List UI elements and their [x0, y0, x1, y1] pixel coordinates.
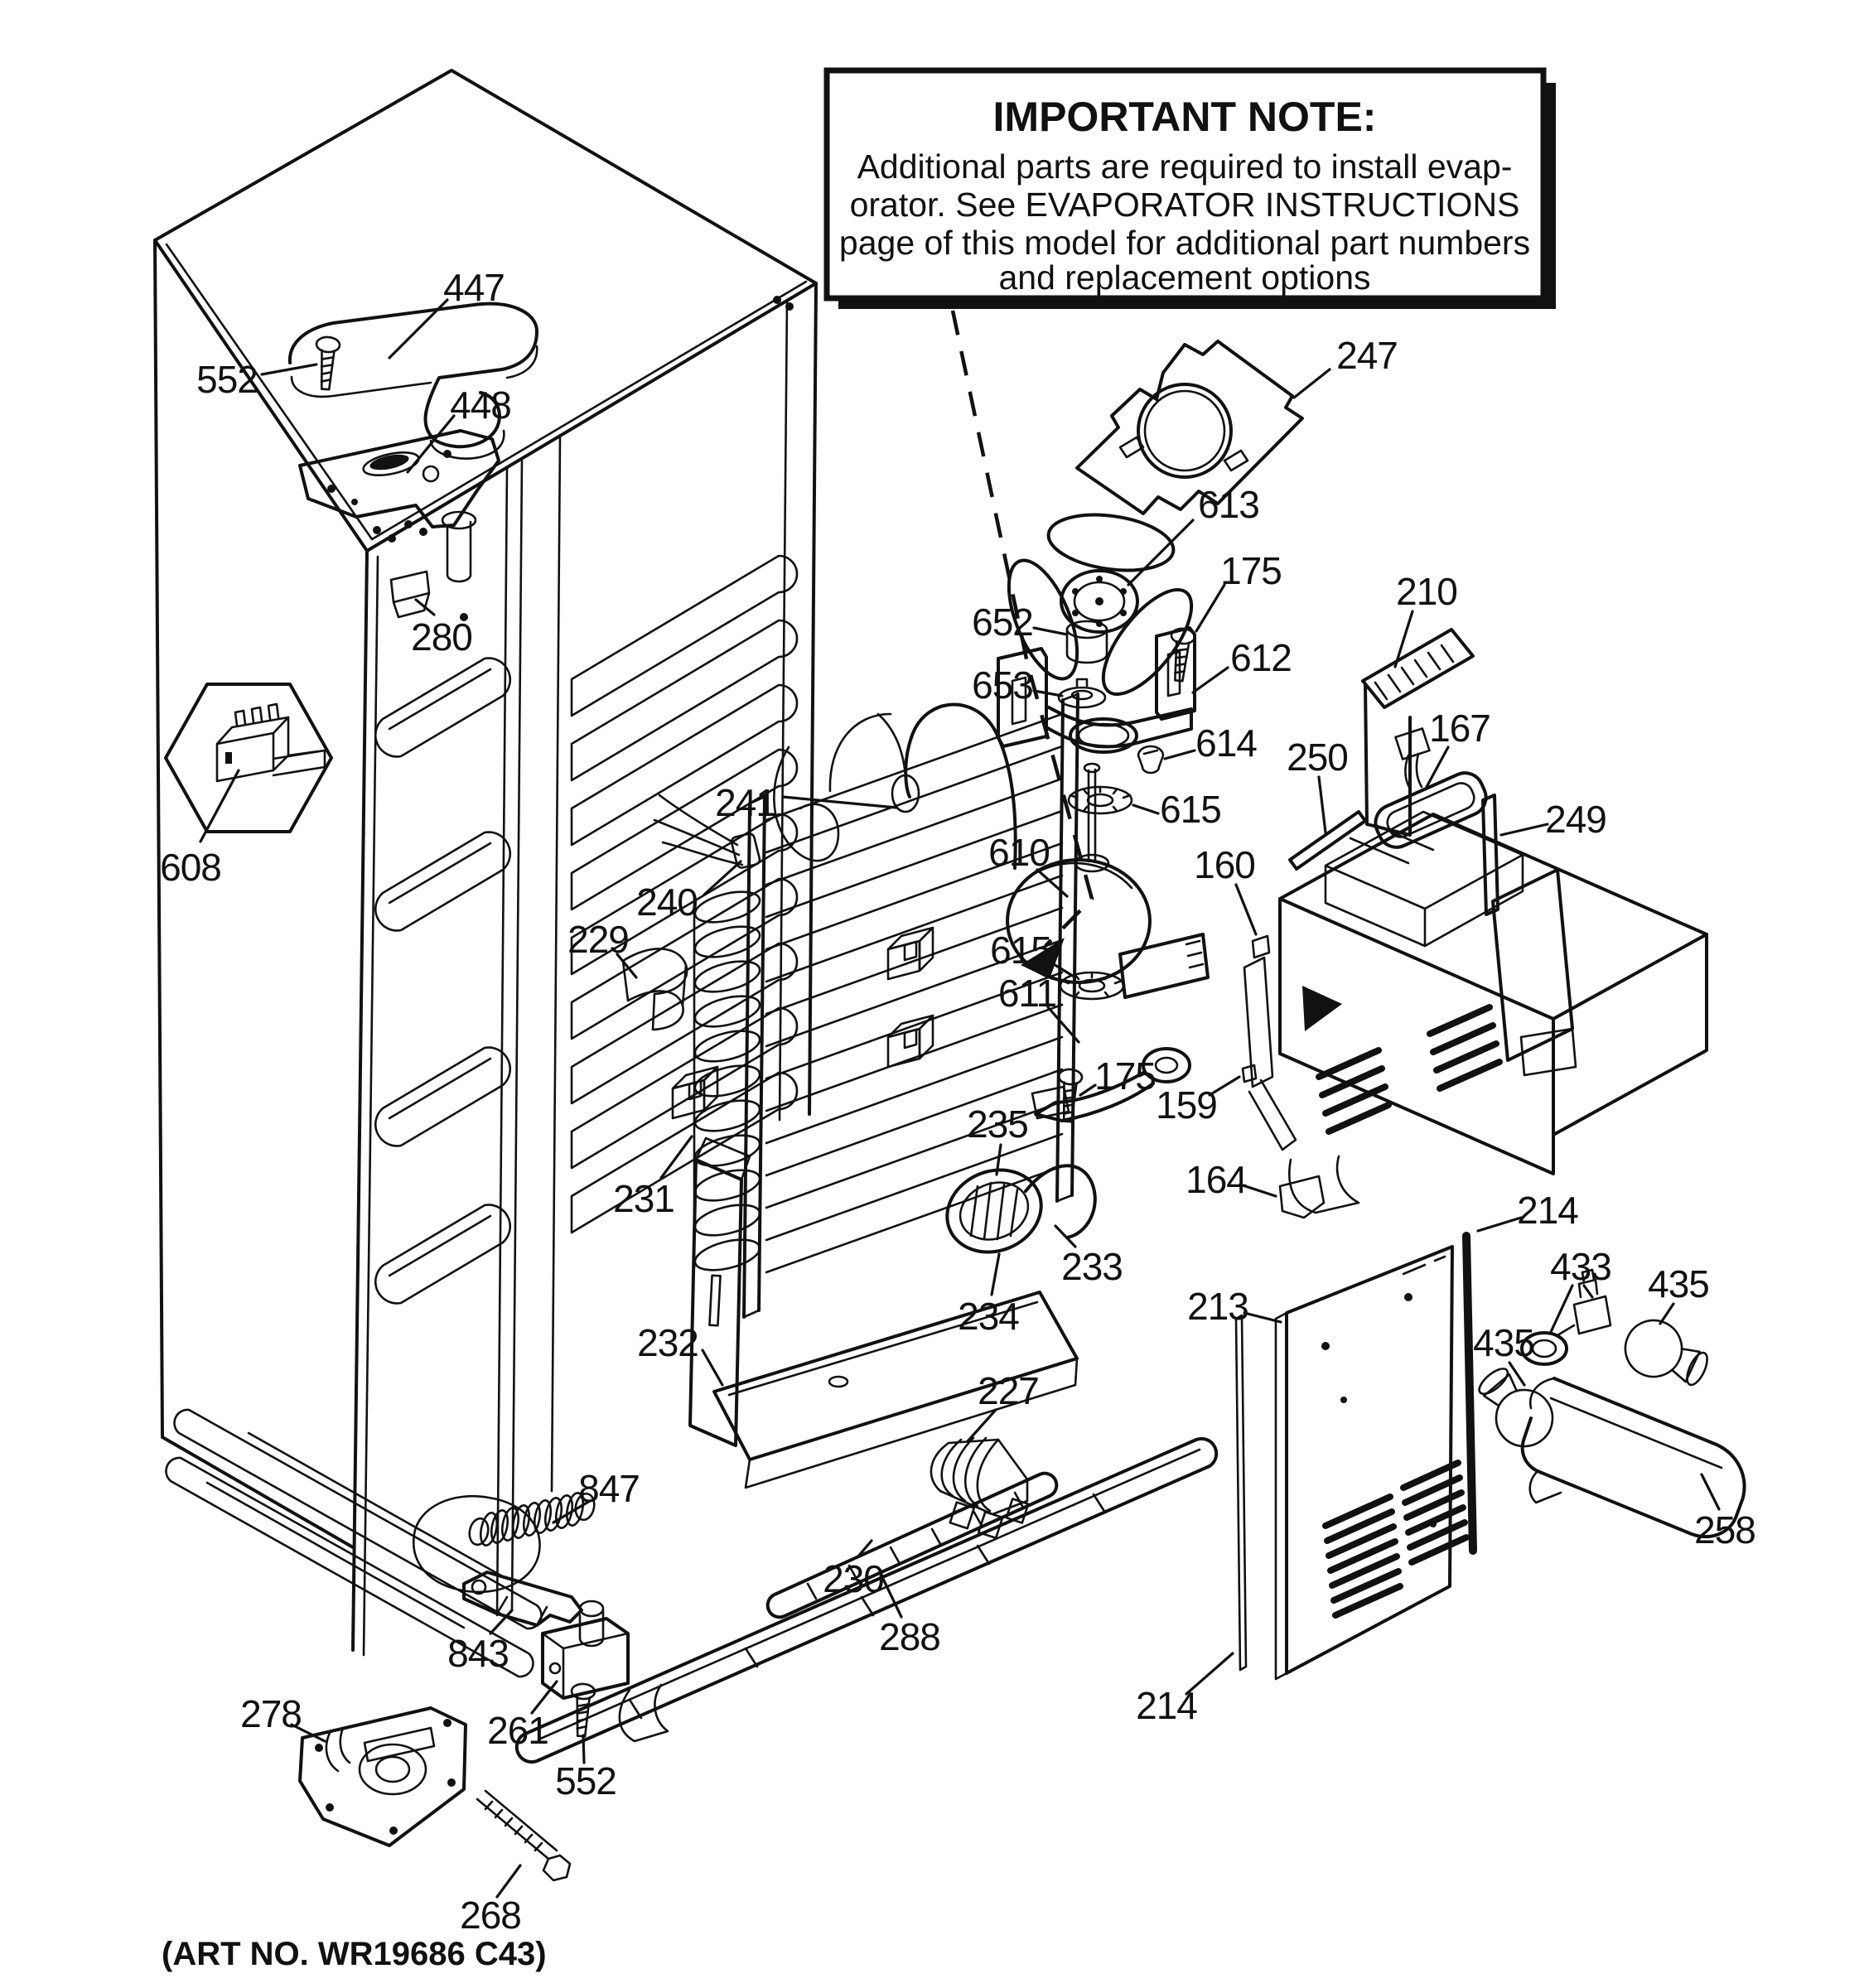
callout-164: 164 [1186, 1158, 1247, 1201]
callout-448: 448 [450, 384, 511, 427]
clip-160 [1253, 936, 1269, 958]
callout-230: 230 [823, 1557, 884, 1600]
lamp-assembly [1467, 1270, 1745, 1537]
callout-435-right: 435 [1648, 1262, 1709, 1305]
switch-608 [166, 684, 331, 832]
callout-240: 240 [636, 881, 698, 924]
callout-250: 250 [1287, 736, 1348, 779]
note-line: orator. See EVAPORATOR INSTRUCTIONS [849, 186, 1520, 224]
callout-435-left: 435 [1473, 1321, 1534, 1364]
callout-235: 235 [967, 1103, 1028, 1146]
printed-arrow [1302, 986, 1342, 1031]
grommet-615-lower [1060, 972, 1123, 999]
icemaker-vents [1319, 1007, 1499, 1132]
art-number: (ART NO. WR19686 C43) [162, 1936, 547, 1972]
hinge-278 [300, 1708, 466, 1846]
callout-847: 847 [578, 1467, 640, 1510]
callout-231: 231 [613, 1177, 674, 1220]
plug-614 [1138, 746, 1163, 773]
callout-249: 249 [1545, 798, 1606, 841]
callout-258: 258 [1694, 1508, 1755, 1551]
callout-612: 612 [1230, 636, 1292, 679]
icemaker-foot [1289, 1156, 1359, 1213]
callout-167: 167 [1429, 707, 1490, 750]
callout-233: 233 [1061, 1245, 1123, 1288]
callout-552-bottom: 552 [555, 1759, 616, 1802]
note-pointer [953, 311, 1092, 979]
callout-175-top: 175 [1220, 549, 1282, 592]
callout-652: 652 [972, 601, 1033, 644]
thermostat-241 [878, 714, 919, 812]
bulb-435-right [1616, 1311, 1716, 1397]
note-line: Additional parts are required to install evap- [857, 147, 1513, 186]
door-shelf [375, 1048, 509, 1146]
callout-615-upper: 615 [1160, 788, 1221, 831]
callouts [160, 266, 1755, 1937]
lever-843 [464, 1572, 582, 1625]
grommet-653 [1059, 679, 1105, 707]
callout-447: 447 [443, 266, 505, 309]
strip-249 [1483, 795, 1498, 914]
callout-614: 614 [1195, 721, 1257, 765]
callout-232: 232 [637, 1321, 698, 1364]
door-shelf [375, 832, 509, 931]
clip-159 [1243, 1065, 1256, 1082]
access-panel-213 [1276, 1247, 1466, 1679]
callout-611: 611 [997, 972, 1057, 1015]
callout-227: 227 [978, 1369, 1039, 1412]
callout-268: 268 [460, 1894, 521, 1937]
door-shelf [375, 1205, 509, 1304]
panel-vents [1326, 1463, 1466, 1615]
callout-552-top: 552 [196, 358, 258, 401]
callout-433: 433 [1550, 1245, 1611, 1288]
callout-214-bottom: 214 [1136, 1684, 1197, 1727]
callout-608: 608 [160, 846, 221, 889]
fan-cover-247 [1077, 341, 1302, 514]
note-line: page of this model for additional part numbers [838, 224, 1531, 262]
callout-653: 653 [972, 663, 1033, 707]
callout-160: 160 [1194, 843, 1255, 886]
callout-615-lower: 615 [990, 929, 1051, 972]
callout-280: 280 [411, 615, 472, 659]
important-note-box [827, 70, 1556, 309]
icemaker-connector [1396, 728, 1430, 789]
door-shelf [375, 659, 509, 757]
rod-214-right [1466, 1236, 1473, 1551]
clip-280 [391, 572, 429, 617]
callout-213: 213 [1187, 1285, 1248, 1328]
callout-234: 234 [958, 1295, 1019, 1338]
damper-bracket-448 [300, 431, 499, 581]
note-line: and replacement options [998, 258, 1371, 297]
callout-241: 241 [715, 781, 776, 824]
callout-229: 229 [567, 918, 629, 961]
callout-159: 159 [1156, 1083, 1217, 1127]
callout-610: 610 [988, 831, 1050, 874]
callout-261: 261 [487, 1709, 548, 1752]
callout-214-top: 214 [1517, 1189, 1578, 1232]
callout-613: 613 [1198, 483, 1259, 526]
screw-552-top [313, 336, 340, 390]
callout-247: 247 [1336, 334, 1398, 377]
callout-278: 278 [240, 1692, 302, 1735]
note-title: IMPORTANT NOTE: [992, 94, 1377, 140]
callout-843: 843 [447, 1632, 509, 1675]
callout-288: 288 [879, 1615, 940, 1658]
bolt-268 [477, 1791, 570, 1880]
callout-210: 210 [1396, 570, 1457, 613]
callout-175-mid: 175 [1094, 1054, 1156, 1098]
trim-strip-214-left [1236, 1315, 1246, 1670]
